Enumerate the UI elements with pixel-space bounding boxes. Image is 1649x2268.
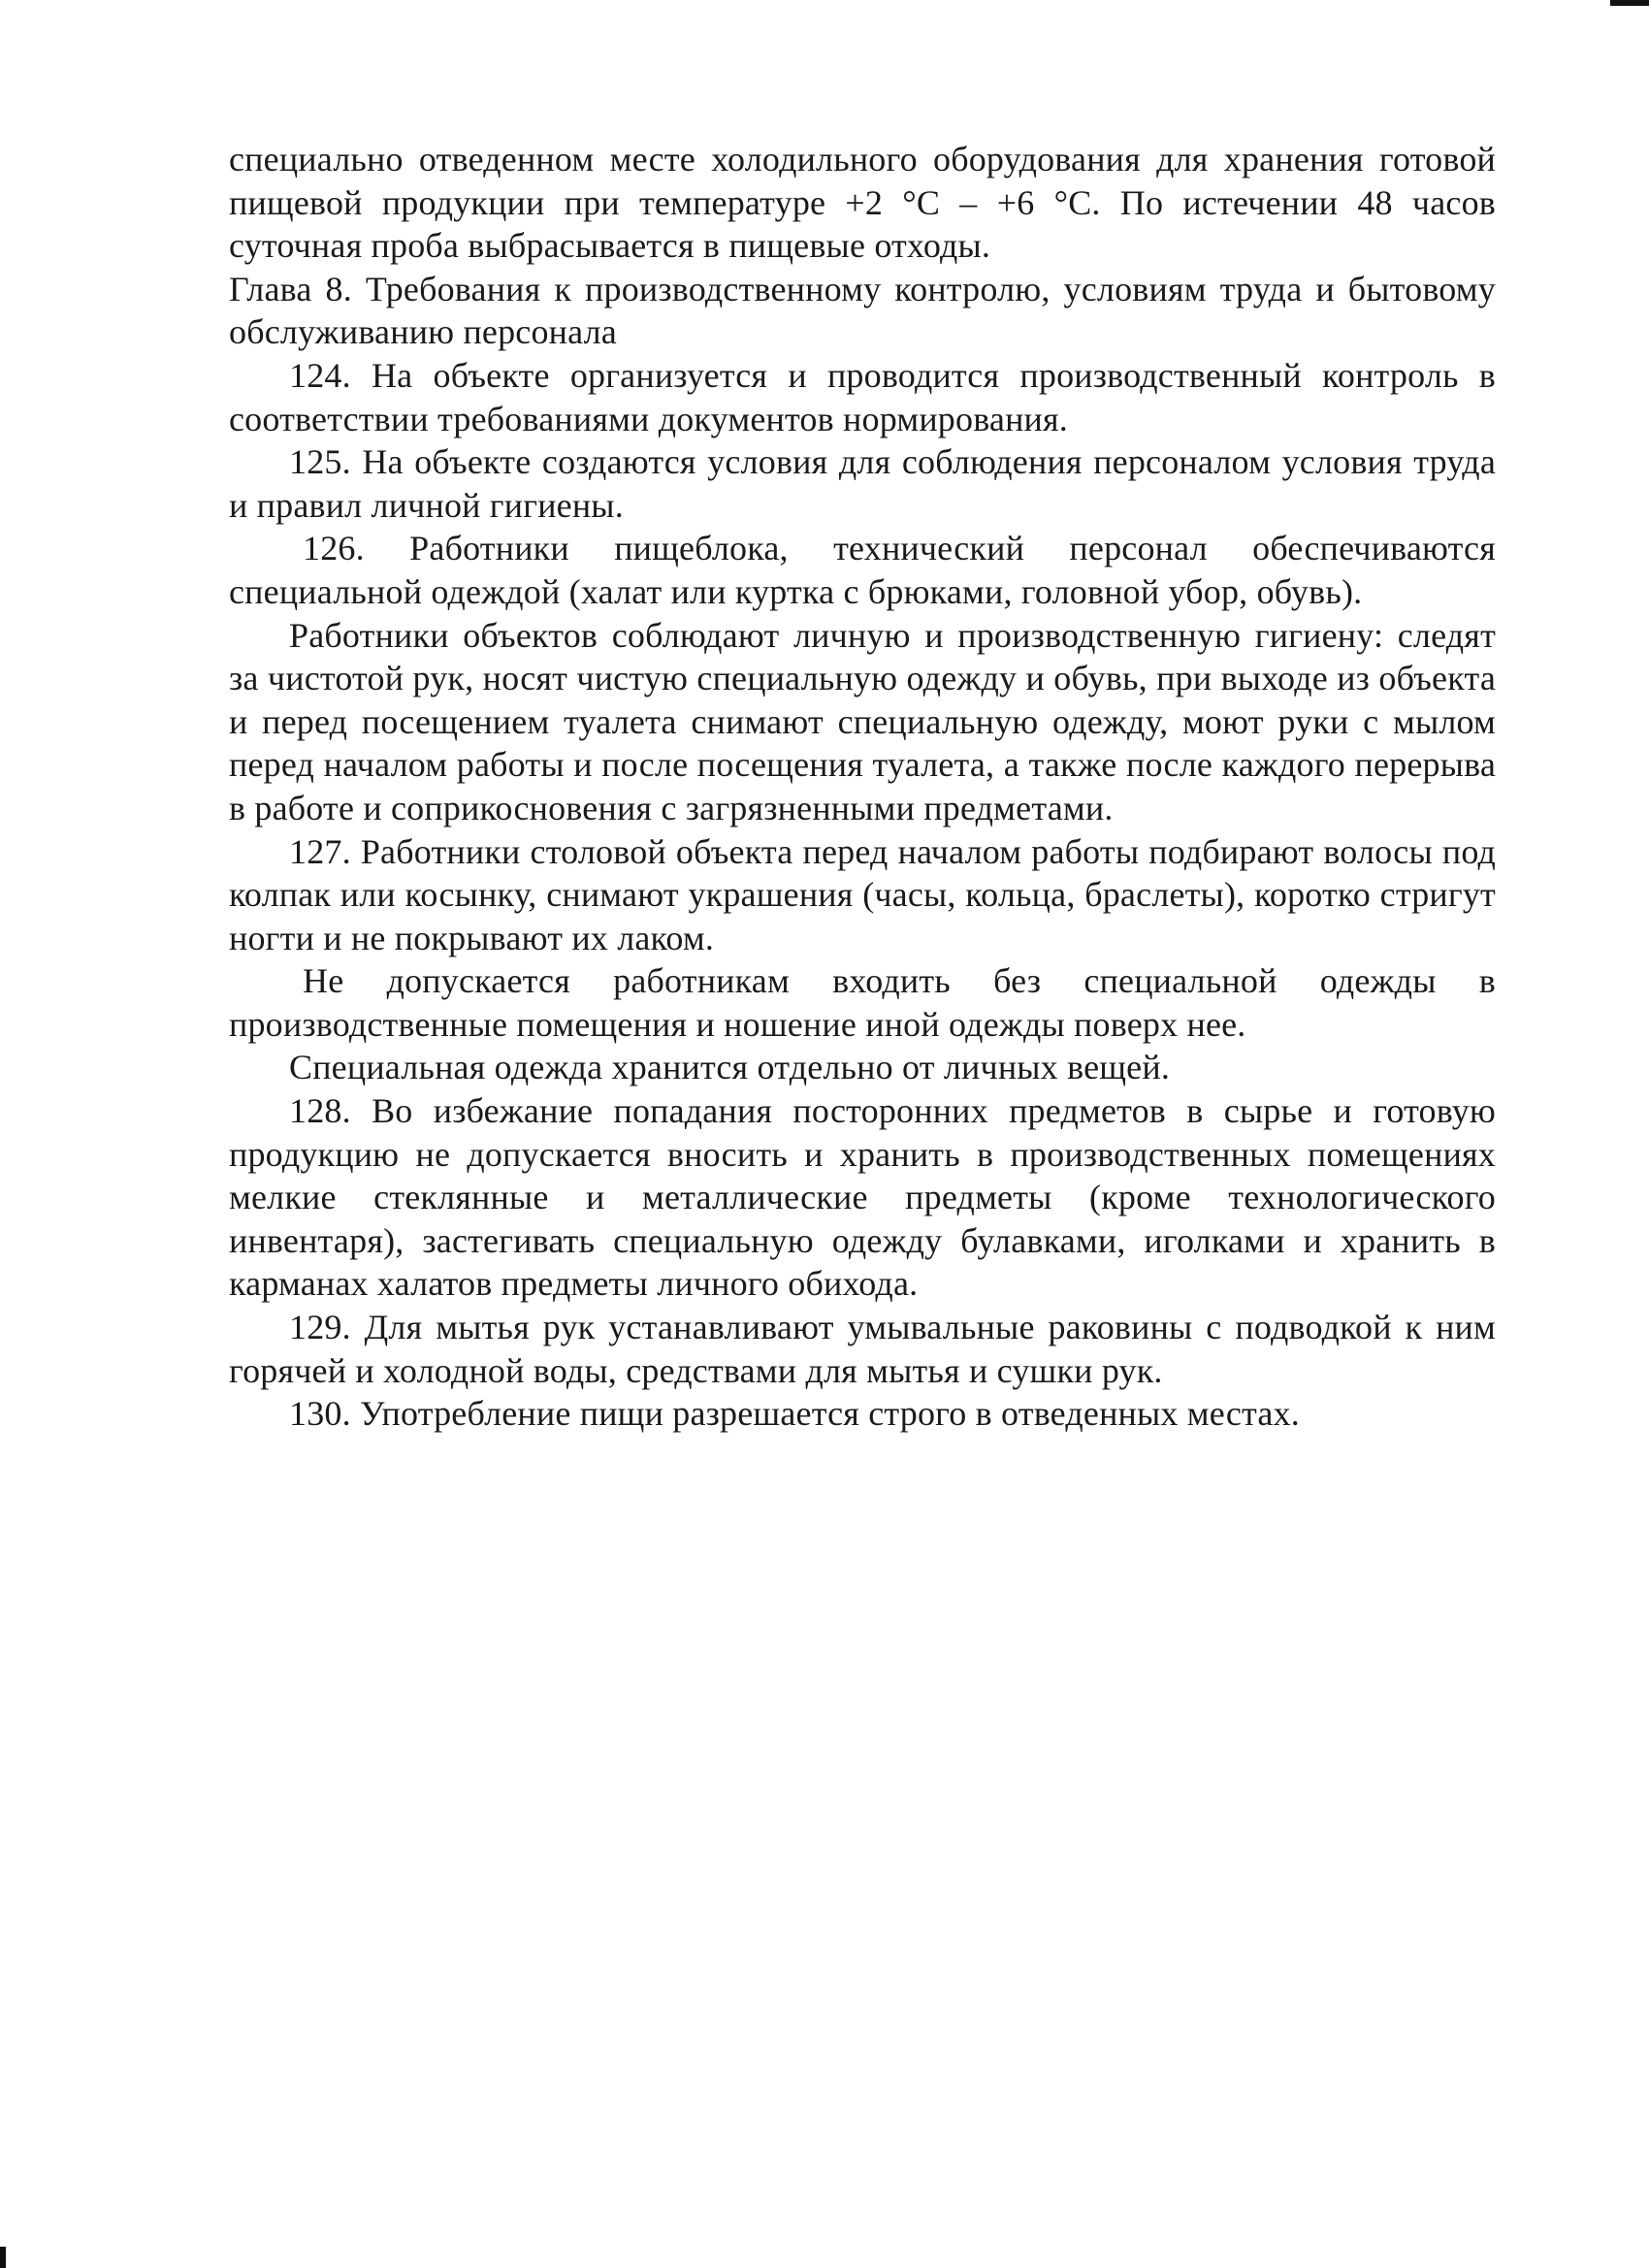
paragraph-personal-hygiene: Работники объектов соблюдают личную и производственную гигиену: следят за чистотой рук, носят чистую специальную одежду и обувь, при выходе из объекта и перед посещением туалета снимают специальную одежду, моют руки с мылом перед началом работы и после посещения туалета, а также после каждого перерыва в работе и соприкосновения с загрязненными предметами. (229, 615, 1496, 827)
chapter-heading: Глава 8. Требования к производственному контролю, условиям труда и бытовому обслуживанию персонала (229, 269, 1496, 352)
paragraph-124: 124. На объекте организуется и проводится производственный контроль в соответствии требованиями документов нормирования. (229, 355, 1496, 438)
paragraph-no-special-clothing: Не допускается работникам входить без специальной одежды в производственные помещения и ношение иной одежды поверх нее. (229, 961, 1496, 1044)
paragraph-127: 127. Работники столовой объекта перед началом работы подбирают волосы под колпак или косынку, снимают украшения (часы, кольца, браслеты), коротко стригут ногти и не покрывают их лаком. (229, 831, 1496, 957)
paragraph-125: 125. На объекте создаются условия для соблюдения персоналом условия труда и правил личной гигиены. (229, 442, 1496, 525)
paragraph-sample-storage: специально отведенном месте холодильного оборудования для хранения готовой пищевой продукции при температуре +2 °С – +6 °С. По истечении 48 часов суточная проба выбрасывается в пищевые отходы. (229, 140, 1496, 266)
paragraph-129: 129. Для мытья рук устанавливают умывальные раковины с подводкой к ним горячей и холодной воды, средствами для мытья и сушки рук. (229, 1308, 1496, 1390)
paragraph-130: 130. Употребление пищи разрешается строго в отведенных местах. (289, 1394, 1300, 1434)
scan-edge-mark-top (1610, 0, 1649, 6)
paragraph-clothing-storage: Специальная одежда хранится отдельно от личных вещей. (289, 1048, 1171, 1087)
document-body (229, 138, 1496, 1436)
paragraph-128: 128. Во избежание попадания посторонних предметов в сырье и готовую продукцию не допускается вносить и хранить в производственных помещениях мелкие стеклянные и металлические предметы (кроме технологического инвентаря), застегивать специальную одежду булавками, иголками и хранить в карманах халатов предметы личного обихода. (229, 1091, 1496, 1304)
paragraph-126: 126. Работники пищеблока, технический персонал обеспечиваются специальной одеждой (халат или куртка с брюками, головной убор, обувь). (229, 529, 1496, 611)
scan-edge-mark-bottom (0, 2247, 6, 2268)
